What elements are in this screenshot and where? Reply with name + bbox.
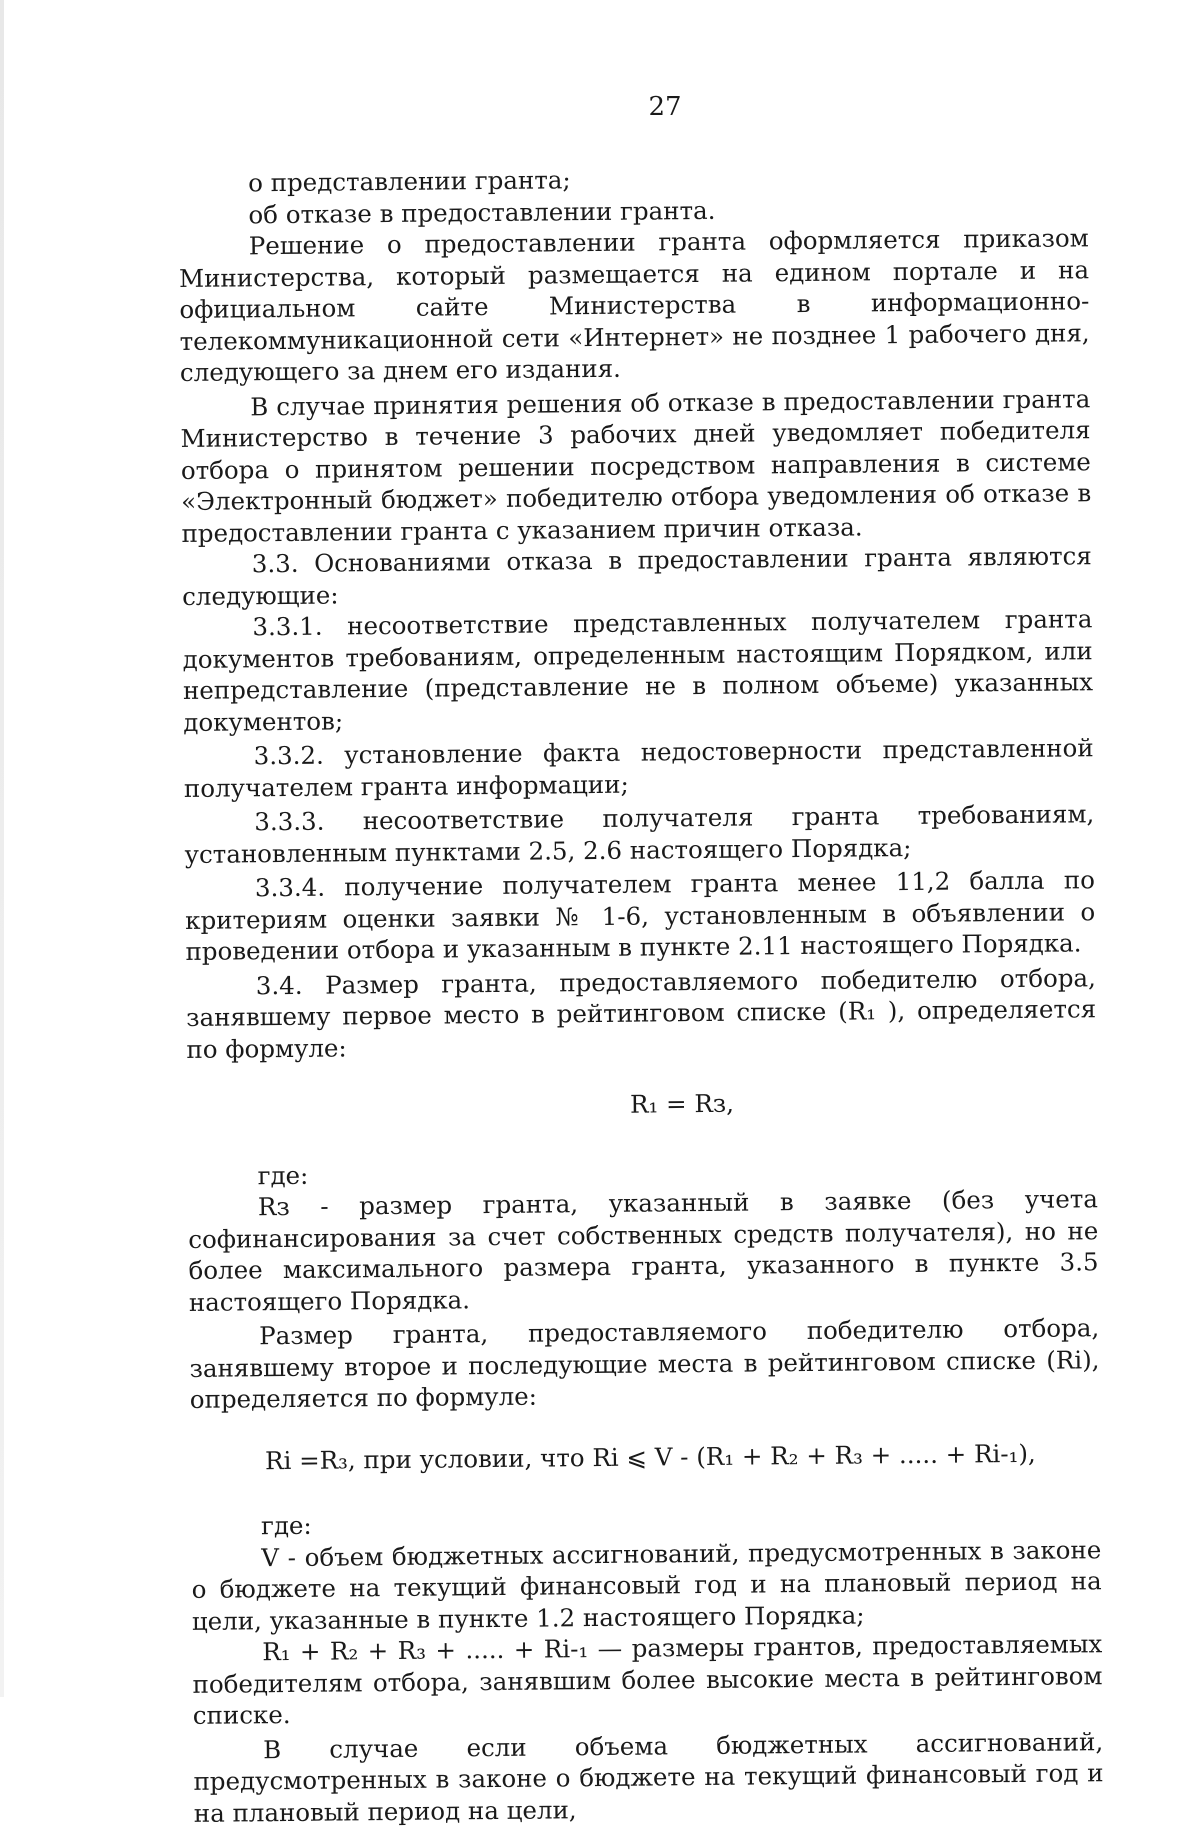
paragraph-3-3: 3.3. Основаниями отказа в предоставлении гранта являются следующие: <box>181 541 1092 611</box>
paragraph-3-3-3: 3.3.3. несоответствие получателя гранта требованиям, установленным пунктами 2.5, 2.6 настоящего Порядка; <box>184 799 1095 869</box>
paragraph-grant-provision: о представлении гранта; <box>248 165 571 198</box>
where-label-2: где: <box>260 1510 312 1541</box>
paragraph-3-3-2: 3.3.2. установление факта недостоверности представленной получателем гранта информации; <box>183 733 1094 803</box>
paragraph-refusal-notice: В случае принятия решения об отказе в предоставлении гранта Министерство в течение 3 рабочих дней уведомляет победителя отбора о принятом решении посредством направления в системе «Электронный бюджет» победителю отбора уведомления об отказе в предоставлении гранта с указанием причин отказа. <box>180 383 1092 548</box>
formula-ri: Ri =R₃, при условии, что Ri ⩽ V - (R₁ + R₂ + R₃ + ..... + Ri-₁), <box>264 1438 1036 1475</box>
scan-edge <box>0 0 4 1697</box>
paragraph-decision-order: Решение о предоставлении гранта оформляется приказом Министерства, который размещается на едином портале и на официальном сайте Министерства в информационно-телекоммуникационной сети «Интернет» не позднее 1 рабочего дня, следующего за днем его издания. <box>178 223 1090 387</box>
paragraph-rz-definition: Rз - размер гранта, указанный в заявке (без учета софинансирования за счет собственных средств получателя), но не более максимального размера гранта, указанного в пункте 3.5 настоящего Порядка. <box>188 1184 1099 1317</box>
paragraph-v-definition: V - объем бюджетных ассигнований, предусмотренных в законе о бюджете на текущий финансовый год и на плановый период на цели, указанные в пункте 1.2 настоящего Порядка; <box>191 1534 1102 1636</box>
formula-r1: R₁ = Rз, <box>629 1088 735 1119</box>
paragraph-ri-size: Размер гранта, предоставляемого победителю отбора, занявшему второе и последующие места в рейтинговом списке (Ri), определяется по формуле: <box>189 1313 1100 1414</box>
page-number: 27 <box>648 92 682 122</box>
paragraph-budget-case: В случае если объема бюджетных ассигнований, предусмотренных в законе о бюджете на текущий финансовый год и на плановый период на цели, <box>193 1726 1104 1828</box>
paragraph-grant-refusal: об отказе в предоставлении гранта. <box>248 195 716 229</box>
paragraph-3-3-1: 3.3.1. несоответствие представленных получателем гранта документов требованиям, определенным настоящим Порядком, или непредставление (представление не в полном объеме) указанных документов; <box>182 604 1094 737</box>
document-body <box>178 159 1104 1829</box>
paragraph-3-3-4: 3.3.4. получение получателем гранта менее 11,2 балла по критериям оценки заявки № 1-6, установленным в объявлении о проведении отбора и указанным в пункте 2.11 настоящего Порядка. <box>185 865 1096 966</box>
paragraph-3-4: 3.4. Размер гранта, предоставляемого победителю отбора, занявшему первое место в рейтинговом списке (R₁ ), определяется по формуле: <box>186 962 1097 1064</box>
where-label-1: где: <box>257 1160 309 1190</box>
paragraph-r-sum-definition: R₁ + R₂ + R₃ + ..... + Ri-₁ — размеры грантов, предоставляемых победителям отбора, занявшим более высокие места в рейтинговом списке. <box>192 1629 1103 1730</box>
